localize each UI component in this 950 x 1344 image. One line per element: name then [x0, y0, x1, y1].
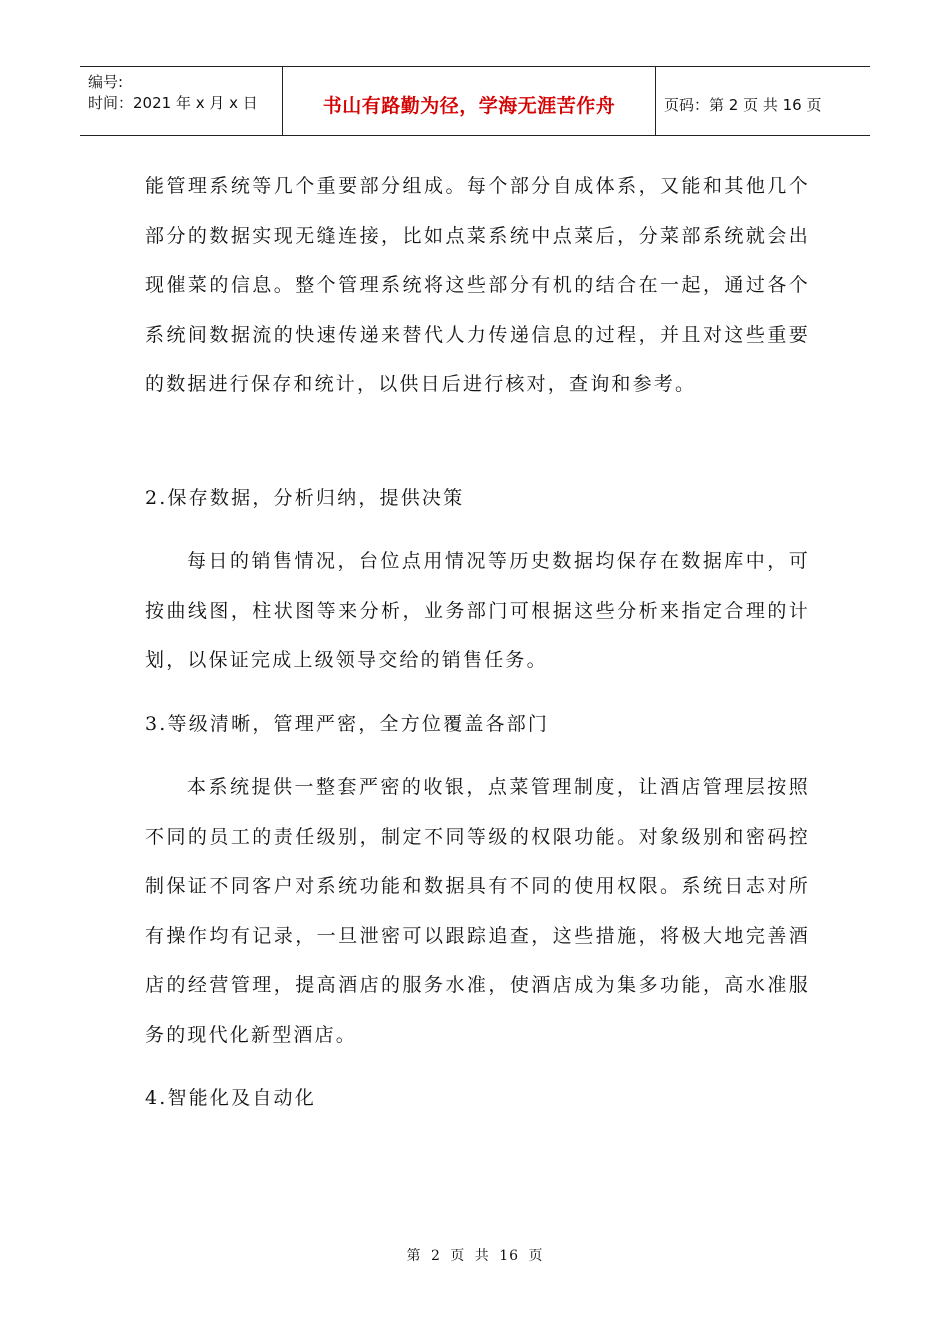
section-heading-4: 4.智能化及自动化	[145, 1087, 316, 1109]
section-spacer	[145, 749, 810, 763]
section-heading-3: 3.等级清晰，管理严密，全方位覆盖各部门	[145, 712, 550, 735]
header-meta	[80, 67, 283, 135]
header-page-info: 页码：第 2 页 共 16 页	[664, 95, 822, 114]
section-spacer	[145, 686, 810, 700]
page-footer: 第 2 页 共 16 页	[406, 1248, 544, 1264]
section-spacer	[145, 1060, 810, 1074]
section-spacer	[145, 410, 810, 474]
document-date: 时间：2021 年 x 月 x 日	[88, 94, 258, 112]
header-motto: 书山有路勤为径，学海无涯苦作舟	[283, 67, 656, 135]
paragraph-system-overview: 能管理系统等几个重要部分组成。每个部分自成体系，又能和其他几个部分的数据实现无缝连接，比如点菜系统中点菜后，分菜部系统就会出现催菜的信息。整个管理系统将这些部分有机的结合在一起，通过各个系统间数据流的快速传递来替代人力传递信息的过程，并且对这些重要的数据进行保存和统计，以供日后进行核对，查询和参考。	[145, 175, 810, 395]
paragraph-management: 本系统提供一整套严密的收银，点菜管理制度，让酒店管理层按照不同的员工的责任级别，制定不同等级的权限功能。对象级别和密码控制保证不同客户对系统功能和数据具有不同的使用权限。系统日志对所有操作均有记录，一旦泄密可以跟踪追查，这些措施，将极大地完善酒店的经营管理，提高酒店的服务水准，使酒店成为集多功能，高水准服务的现代化新型酒店。	[145, 776, 810, 1046]
page-header	[80, 66, 870, 136]
document-number-label: 编号:	[88, 73, 124, 91]
section-heading-2: 2.保存数据，分析归纳，提供决策	[145, 486, 465, 509]
section-spacer	[145, 523, 810, 537]
document-body	[145, 162, 810, 1124]
paragraph-data-analysis: 每日的销售情况，台位点用情况等历史数据均保存在数据库中，可按曲线图，柱状图等来分析，业务部门可根据这些分析来指定合理的计划，以保证完成上级领导交给的销售任务。	[145, 550, 810, 671]
